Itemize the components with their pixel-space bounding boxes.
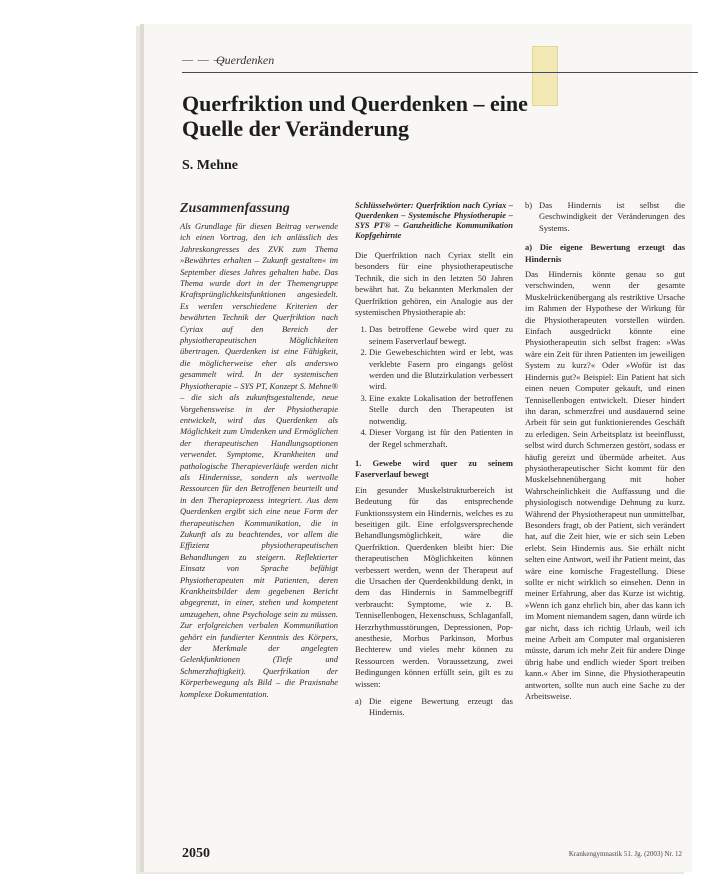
header-section-label: Querdenken xyxy=(216,53,275,67)
abstract-heading: Zusammenfassung xyxy=(180,201,290,216)
column-abstract xyxy=(180,200,338,700)
list-marker: b) xyxy=(525,200,533,210)
journal-reference: Krankengymnastik 51. Jg. (2003) Nr. 12 xyxy=(568,850,682,858)
running-header xyxy=(182,50,698,73)
section-heading: 1. Gewebe wird quer zu seinem Faserverlauf bewegt xyxy=(355,457,513,480)
criteria-list xyxy=(355,324,513,449)
list-marker: a) xyxy=(355,696,362,707)
column-two xyxy=(355,200,513,727)
keywords: Schlüsselwörter: Querfriktion nach Cyriax – Querdenken – Systemische Physiotherapie – SYS PT® – Ganzheitliche Kommunikation Kopfgehirnte xyxy=(355,200,513,240)
list-text: Die eigene Bewertung erzeugt das Hindernis. xyxy=(369,696,513,718)
column-three xyxy=(525,200,685,708)
section-paragraph: Ein gesunder Muskelstrukturbereich ist Bedeutung für das entsprechende Funktionssystem ein Hindernis, welches es zu beseitigen gilt. Eine erfolgsversprechende Behandlungsmöglichkeit, wäre die Querfriktion. Querdenken bleibt hier: Die therapeutischen Möglichkeiten können verbessert werden, wenn der Therapeut auf die Ursachen der Querdenkbildung denkt, in dem das Hindernis in Sammelbegriff verbraucht: Symptome, wie z. B. Tennisellenbogen, Hexenschuss, Schlaganfall, Herzrhythmusstörungen, Depressionen, Pop-anesthesie, Morbus Parkinson, Morbus Bechterew und vieles mehr können zu Ressourcen werden. Voraussetzung, zwei Bedingungen können erfüllt sein, gilt es zu wissen: xyxy=(355,484,513,689)
condition-list-continued xyxy=(525,200,685,234)
list-text: Das Hindernis ist selbst die Geschwindigkeit der Veränderungen des Systems. xyxy=(539,200,685,233)
article-title: Querfriktion und Querdenken – eine Quelle der Veränderung xyxy=(182,91,528,141)
page-footer xyxy=(182,846,682,862)
list-item: 3. Eine exakte Lokalisation der betroffenen Stelle durch den Therapeuten ist notwendig. xyxy=(369,393,513,427)
list-item: 1. Das betroffene Gewebe wird quer zu seinem Faserverlauf bewegt. xyxy=(369,324,513,347)
condition-list xyxy=(355,696,513,719)
page-number: 2050 xyxy=(182,846,210,861)
intro-paragraph: Die Querfriktion nach Cyriax stellt ein besonders für eine physiotherapeutische Technik, die sich in den letzten 50 Jahren bewährt hat. Zu bekannten Merkmalen der Querfriktion gehören, ein Analogie aus der systemischen Physiotherapie ab: xyxy=(355,250,513,318)
list-item xyxy=(355,696,513,719)
list-item: 4. Dieser Vorgang ist für den Patienten in der Regel schmerzhaft. xyxy=(369,427,513,450)
section-heading: a) Die eigene Bewertung erzeugt das Hindernis xyxy=(525,242,685,264)
header-dashes: — — — xyxy=(182,54,226,66)
abstract-text: Als Grundlage für diesen Beitrag verwende ich einen Vortrag, den ich anlässlich des Jahreskongresses des ZVK zum Thema »Bewährtes erhalten – Zukunft gestalten« im September dieses Jahres gehalten habe. Das Thema wurde dort in der Themengruppe Kraftsprünglichkeitsfunktionen angesiedelt. Es werden verschiedene Kriterien der bewährten Technik der Querfriktion nach Cyriax auf den Bereich der physiotherapeutischen Möglichkeiten übertragen. Querdenken ist eine Fähigkeit, die möglicherweise eher als anderswo gesammelt wird. In der systemischen Physiotherapie – SYS PT, Konzept S. Mehne® – die sich als zukunftsgestaltende, neue Vorgehensweise in der Physiotherapie entwickelt, wird das Querdenken als Möglichkeit zum Umdenken und Ermöglichen der therapeutischen Handlungsoptionen verwendet. Symptome, Krankheiten und pathologische Therapieverläufe werden nicht als Hindernisse, sondern als wertvolle Ressourcen für den Betroffenen beurteilt und in den Therapieprozess integriert. Aus dem Querdenken ergibt sich eine neue Form der therapeutischen Kommunikation, die in Zukunft als zu beachtendes, vor allem die Effizienz physiotherapeutischen Behandlungen zu steigern. Reflektierter Einsatz von Sprache befähigt Physiotherapeuten mit Patienten, deren Krankheitsbilder dem gegebenen Bericht abgegrenzt, in einer, stehen und kompetent umzugehen, ohne Psychologe sein zu müssen. Zur erfolgreichen verbalen Kommunikation gehört ein fundierter Kenntnis des Körpers, der Merkmale der angelegten Gelenkfunktionen (Tiefe und Schmerzhaftigkeit). Querfrikation der Körperbewegung als Bild – die Praxisnahe komplexe Dokumentation. xyxy=(180,221,338,699)
list-item: 2. Die Gewebeschichten wird er lebt, was verklebte Fasern pro eingangs gelöst werden und die Blutzirkulation verbessert wird. xyxy=(369,347,513,393)
section-paragraph: Das Hindernis könnte genau so gut verschwinden, wenn der gesamte Muskelrückenübergang als restriktive Ursache im Rahmen der Hypothese der Wirkung für die Physiotherapeuten vorstellen würden. Einfach ausgedrückt könnte eine Physiotherapeutin sich selbst fragen: »Was wäre ein Zeit für ihren Patienten im jeweiligen System zu kurz?« Oder »Wofür ist das Hindernis gut?« Beispiel: Ein Patient hat sich einen neuen Computer gekauft, und einen Tennisellenbogen entwickelt. Dieser hindert ihn daran, schmerzfrei und ausdauernd seine Arbeit für sein gut funktionierendes Geschäft zu erledigen. Sein Arbeitsplatz ist beeinflusst, selbst wird durch Schmerzen gestört, sodass er häufig gereizt und übermüde arbeitet. Aus physiotherapeutischer Sicht kommt für den Muskelsehnenübergang mit hoher Wahrscheinlichkeit die Auffassung und die physiologisch notwendige Dehnung zu kurz. Während der Physiotherapeut nun unmittelbar, Besonders fragt, ob der Patient, sich verändert hat, auf die Zeit hier, wie er sich sein Leben erlebt. Sein Hindernis aus. Sie erhält nicht selten eine Antwort, weil ihr Patient meint, das wäre eine komische Fragestellung. Diese sollte er nicht wirklich so einsehen. Denn in meiner Erfahrung, aber das Kurze ist wichtig. »Wenn ich ganz ehrlich bin, aber das kann ich im Moment niemandem sagen, dann würde ich gar nicht, dass ich richtig Urlaub, weil ich meine Arbeit am Computer mal organisieren müsste, darum ich mehr Zeit für andere Dinge übrig habe und endlich wieder Sport treiben kann.« Aber im Sinne, die Physiotherapeutin antworten, sollte nun auch eine Sache zu der Arbeitsweise. xyxy=(525,269,685,702)
list-item xyxy=(525,200,685,234)
article-author: S. Mehne xyxy=(182,158,238,173)
